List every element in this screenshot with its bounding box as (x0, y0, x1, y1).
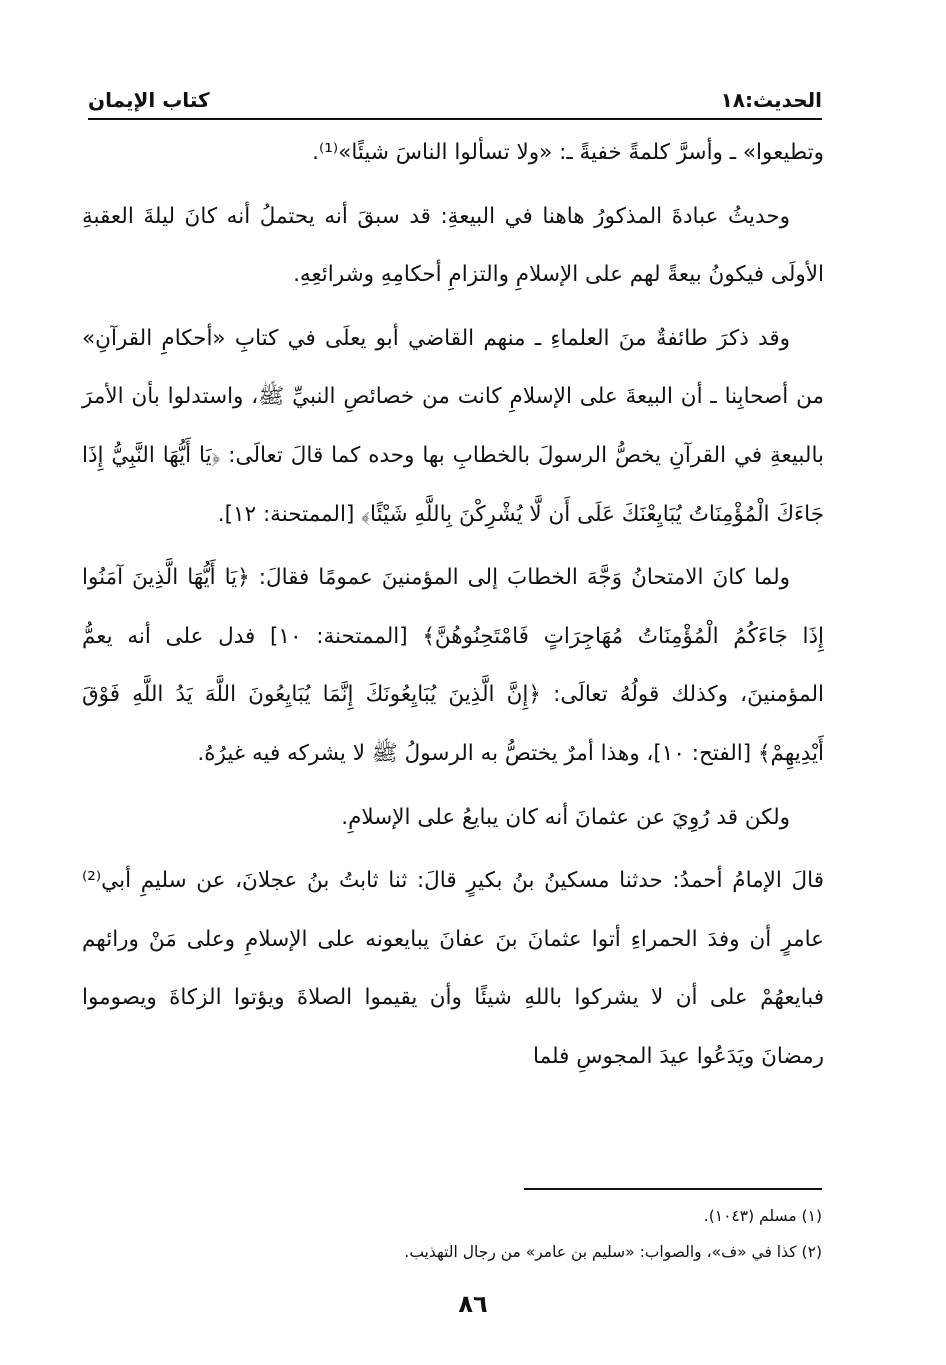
footnotes (88, 1198, 822, 1270)
header-rule (88, 118, 822, 120)
main-text (82, 124, 824, 1087)
paragraph-1: وتطيعوا» ـ وأسرَّ كلمةً خفيةً ـ: «ولا تسألوا الناسَ شيئًا»⁽¹⁾. (312, 140, 824, 165)
paragraph-6: قالَ الإمامُ أحمدُ: حدثنا مسكينُ بنُ بكيرٍ قالَ: ثنا ثابتُ بنُ عجلانَ، عن سليمِ أبي⁽²⁾ عامرٍ أن وفدَ الحمراءِ أتوا عثمانَ بنَ عفانَ يبايعونه على الإسلامِ وعلى مَنْ ورائهم فبايعهُمْ على أن لا يشركوا باللهِ شيئًا وأن يقيموا الصلاةَ ويؤتوا الزكاةَ ويصوموا رمضانَ ويَدَعُوا عيدَ المجوسِ فلما (82, 868, 824, 1069)
book-title: كتاب الإيمان (88, 88, 210, 112)
paragraph-2: وحديثُ عبادةَ المذكورُ هاهنا في البيعةِ: قد سبقَ أنه يحتملُ أنه كانَ ليلةَ العقبةِ الأولَى فيكونُ بيعةً لهم على الإسلامِ والتزامِ أحكامِهِ وشرائعِهِ. (82, 203, 824, 288)
footnote-2: (٢) كذا في «ف»، والصواب: «سليم بن عامر» من رجال التهذيب. (404, 1243, 822, 1261)
paragraph-3: وقد ذكرَ طائفةٌ منَ العلماءِ ـ منهم القاضي أبو يعلَى في كتابِ «أحكامِ القرآنِ» من أصحابِنا ـ أن البيعةَ على الإسلامِ كانت من خصائصِ النبيِّ ﷺ، واستدلوا بأن الأمرَ بالبيعةِ في القرآنِ يخصُّ الرسولَ بالخطابِ بها وحده كما قالَ تعالَى: ﴿يَا أَيُّهَا النَّبِيُّ إِذَا جَاءَكَ الْمُؤْمِنَاتُ يُبَايِعْنَكَ عَلَى أَن لَّا يُشْرِكْنَ بِاللَّهِ شَيْئًا﴾ [الممتحنة: ١٢]. (82, 325, 824, 527)
paragraph-5: ولكن قد رُوِيَ عن عثمانَ أنه كان يبايعُ على الإسلامِ. (341, 804, 790, 830)
paragraph-4: ولما كانَ الامتحانُ وَجَّهَ الخطابَ إلى المؤمنينَ عمومًا فقالَ: ﴿يَا أَيُّهَا الَّذِينَ آمَنُوا إِذَا جَاءَكُمُ الْمُؤْمِنَاتُ مُهَاجِرَاتٍ فَامْتَحِنُوهُنَّ﴾ [الممتحنة: ١٠] فدل على أنه يعمُّ المؤمنينَ، وكذلك قولُهُ تعالَى: ﴿إِنَّ الَّذِينَ يُبَايِعُونَكَ إِنَّمَا يُبَايِعُونَ اللَّهَ يَدُ اللَّهِ فَوْقَ أَيْدِيهِمْ﴾ [الفتح: ١٠]، وهذا أمرٌ يختصُّ به الرسولُ ﷺ لا يشركه فيه غيرُهُ. (82, 565, 824, 766)
hadith-number-label: الحديث:١٨ (720, 88, 822, 112)
footnote-1: (١) مسلم (١٠٤٣). (703, 1207, 822, 1225)
running-header (88, 78, 822, 112)
footnote-rule (524, 1188, 822, 1190)
page-number: ٨٦ (458, 1290, 488, 1318)
